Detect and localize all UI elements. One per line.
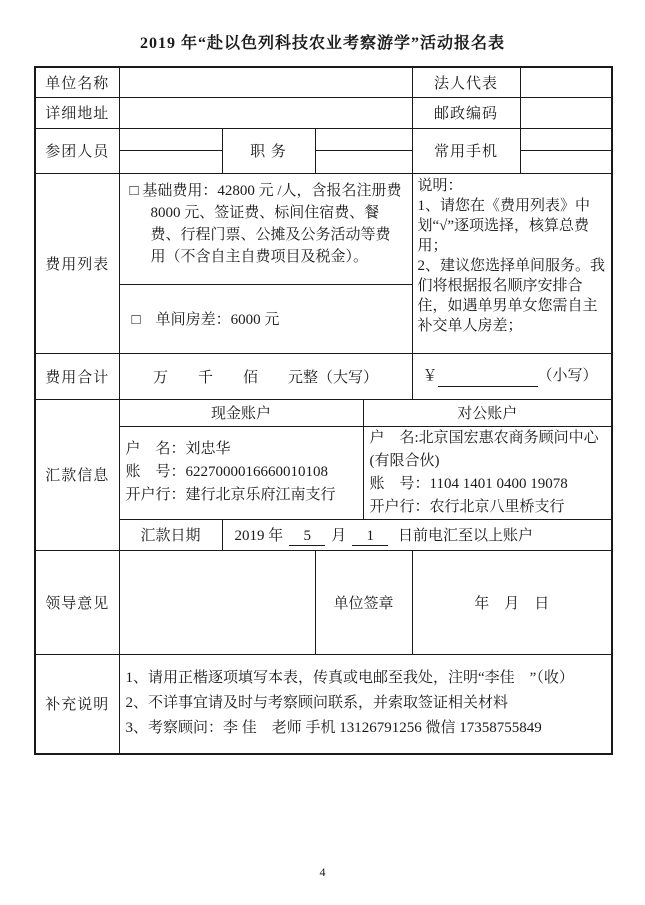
corp-account-header: 对公账户 — [363, 399, 612, 426]
table-row — [35, 399, 612, 426]
mobile-fields — [520, 128, 612, 173]
address-value — [119, 97, 412, 128]
remit-date-month-value: 5 — [289, 528, 325, 546]
total-capital-text: 万 千 佰 元整（大写） — [119, 353, 412, 399]
remit-info-label: 汇款信息 — [35, 399, 119, 550]
position-fields — [315, 128, 412, 173]
table-row — [35, 67, 612, 97]
fee-note-item: 2、建议您选择单间服务。我们将根据报名顺序安排合住，如遇单男单女您需自主补交单人房差； — [417, 257, 606, 334]
corp-account-bank: 开户行：农行北京八里桥支行 — [369, 498, 565, 515]
remit-date-month-label: 月 — [331, 527, 347, 544]
corp-account-number: 账 号：1104 1401 0400 19078 — [369, 475, 568, 492]
fee-note-title: 说明： — [417, 177, 463, 194]
cash-account-name: 户 名：刘忠华 — [125, 441, 231, 457]
cash-account-number: 账 号：6227000016660010108 — [125, 464, 329, 480]
leader-opinion-label: 领导意见 — [35, 550, 119, 654]
unit-seal-label: 单位签章 — [315, 550, 412, 654]
fee-notes — [412, 173, 612, 353]
table-row — [35, 654, 612, 754]
fee-list-label: 费用列表 — [35, 173, 119, 353]
currency-symbol: ￥ — [422, 367, 438, 384]
single-room-checkbox: □ — [131, 312, 141, 328]
mobile-field — [521, 129, 612, 151]
cash-account-header: 现金账户 — [119, 399, 363, 426]
members-label: 参团人员 — [35, 128, 119, 173]
corp-account-details — [363, 426, 612, 519]
remit-date-label: 汇款日期 — [119, 519, 222, 550]
position-field — [316, 129, 412, 151]
postal-code-value — [520, 97, 612, 128]
supplement-label: 补充说明 — [35, 654, 119, 754]
legal-rep-value — [520, 67, 612, 97]
leader-opinion-area — [119, 550, 315, 654]
basic-fee-cell — [119, 173, 412, 284]
cash-account-bank: 开户行：建行北京乐府江南支行 — [125, 487, 336, 503]
table-row — [35, 353, 612, 399]
mobile-label: 常用手机 — [412, 128, 520, 173]
mobile-field — [521, 151, 612, 172]
basic-fee-text: 基础费用：42800 元 /人，含报名注册费 8000 元、签证费、标间住宿费、餐费、行程门票、公摊及公务活动等费用（不含自主自费项目及税金）。 — [142, 182, 402, 265]
table-row — [35, 173, 612, 284]
position-label: 职 务 — [222, 128, 315, 173]
total-small-suffix: （小写） — [537, 367, 598, 384]
remit-date-value — [222, 519, 612, 550]
table-row — [35, 550, 612, 654]
address-label: 详细地址 — [35, 97, 119, 128]
corp-account-name: 户 名:北京国宏惠农商务顾问中心(有限合伙) — [369, 429, 599, 469]
unit-name-value — [119, 67, 412, 97]
remit-date-suffix: 日前电汇至以上账户 — [398, 527, 534, 544]
supplement-item: 3、考察顾问：李 佳 老师 手机 13126791256 微信 17358755849 — [125, 720, 542, 737]
basic-fee-checkbox: □ — [129, 182, 139, 199]
legal-rep-label: 法人代表 — [412, 67, 520, 97]
cash-account-details — [119, 426, 363, 519]
table-row — [35, 426, 612, 519]
table-row — [35, 128, 612, 173]
supplement-item: 2、不详事宜请及时与考察顾问联系，并索取签证相关材料 — [125, 695, 509, 712]
member-name-fields — [119, 128, 222, 173]
remit-date-day-value: 1 — [352, 528, 388, 546]
supplement-notes — [119, 654, 612, 754]
single-room-text: 单间房差：6000 元 — [155, 312, 280, 328]
page-number: 4 — [319, 865, 326, 879]
position-field — [316, 151, 412, 172]
supplement-item: 1、请用正楷逐项填写本表，传真或电邮至我处，注明“李佳 ”（收） — [125, 670, 574, 687]
remit-date-year: 2019 年 — [234, 527, 284, 544]
total-fee-label: 费用合计 — [35, 353, 119, 399]
seal-date-text: 年 月 日 — [412, 550, 612, 654]
postal-code-label: 邮政编码 — [412, 97, 520, 128]
table-row — [35, 519, 612, 550]
fee-note-item: 1、请您在《费用列表》中划“√”逐项选择，核算总费用； — [417, 197, 591, 254]
unit-name-label: 单位名称 — [35, 67, 119, 97]
member-name-field — [120, 129, 222, 151]
single-room-cell — [119, 284, 412, 353]
total-small-cell — [412, 353, 612, 399]
registration-table — [34, 66, 613, 755]
amount-blank-line — [438, 371, 538, 387]
page-title: 2019 年“赴以色列科技农业考察游学”活动报名表 — [139, 35, 505, 52]
member-name-field — [120, 151, 222, 172]
table-row — [35, 97, 612, 128]
